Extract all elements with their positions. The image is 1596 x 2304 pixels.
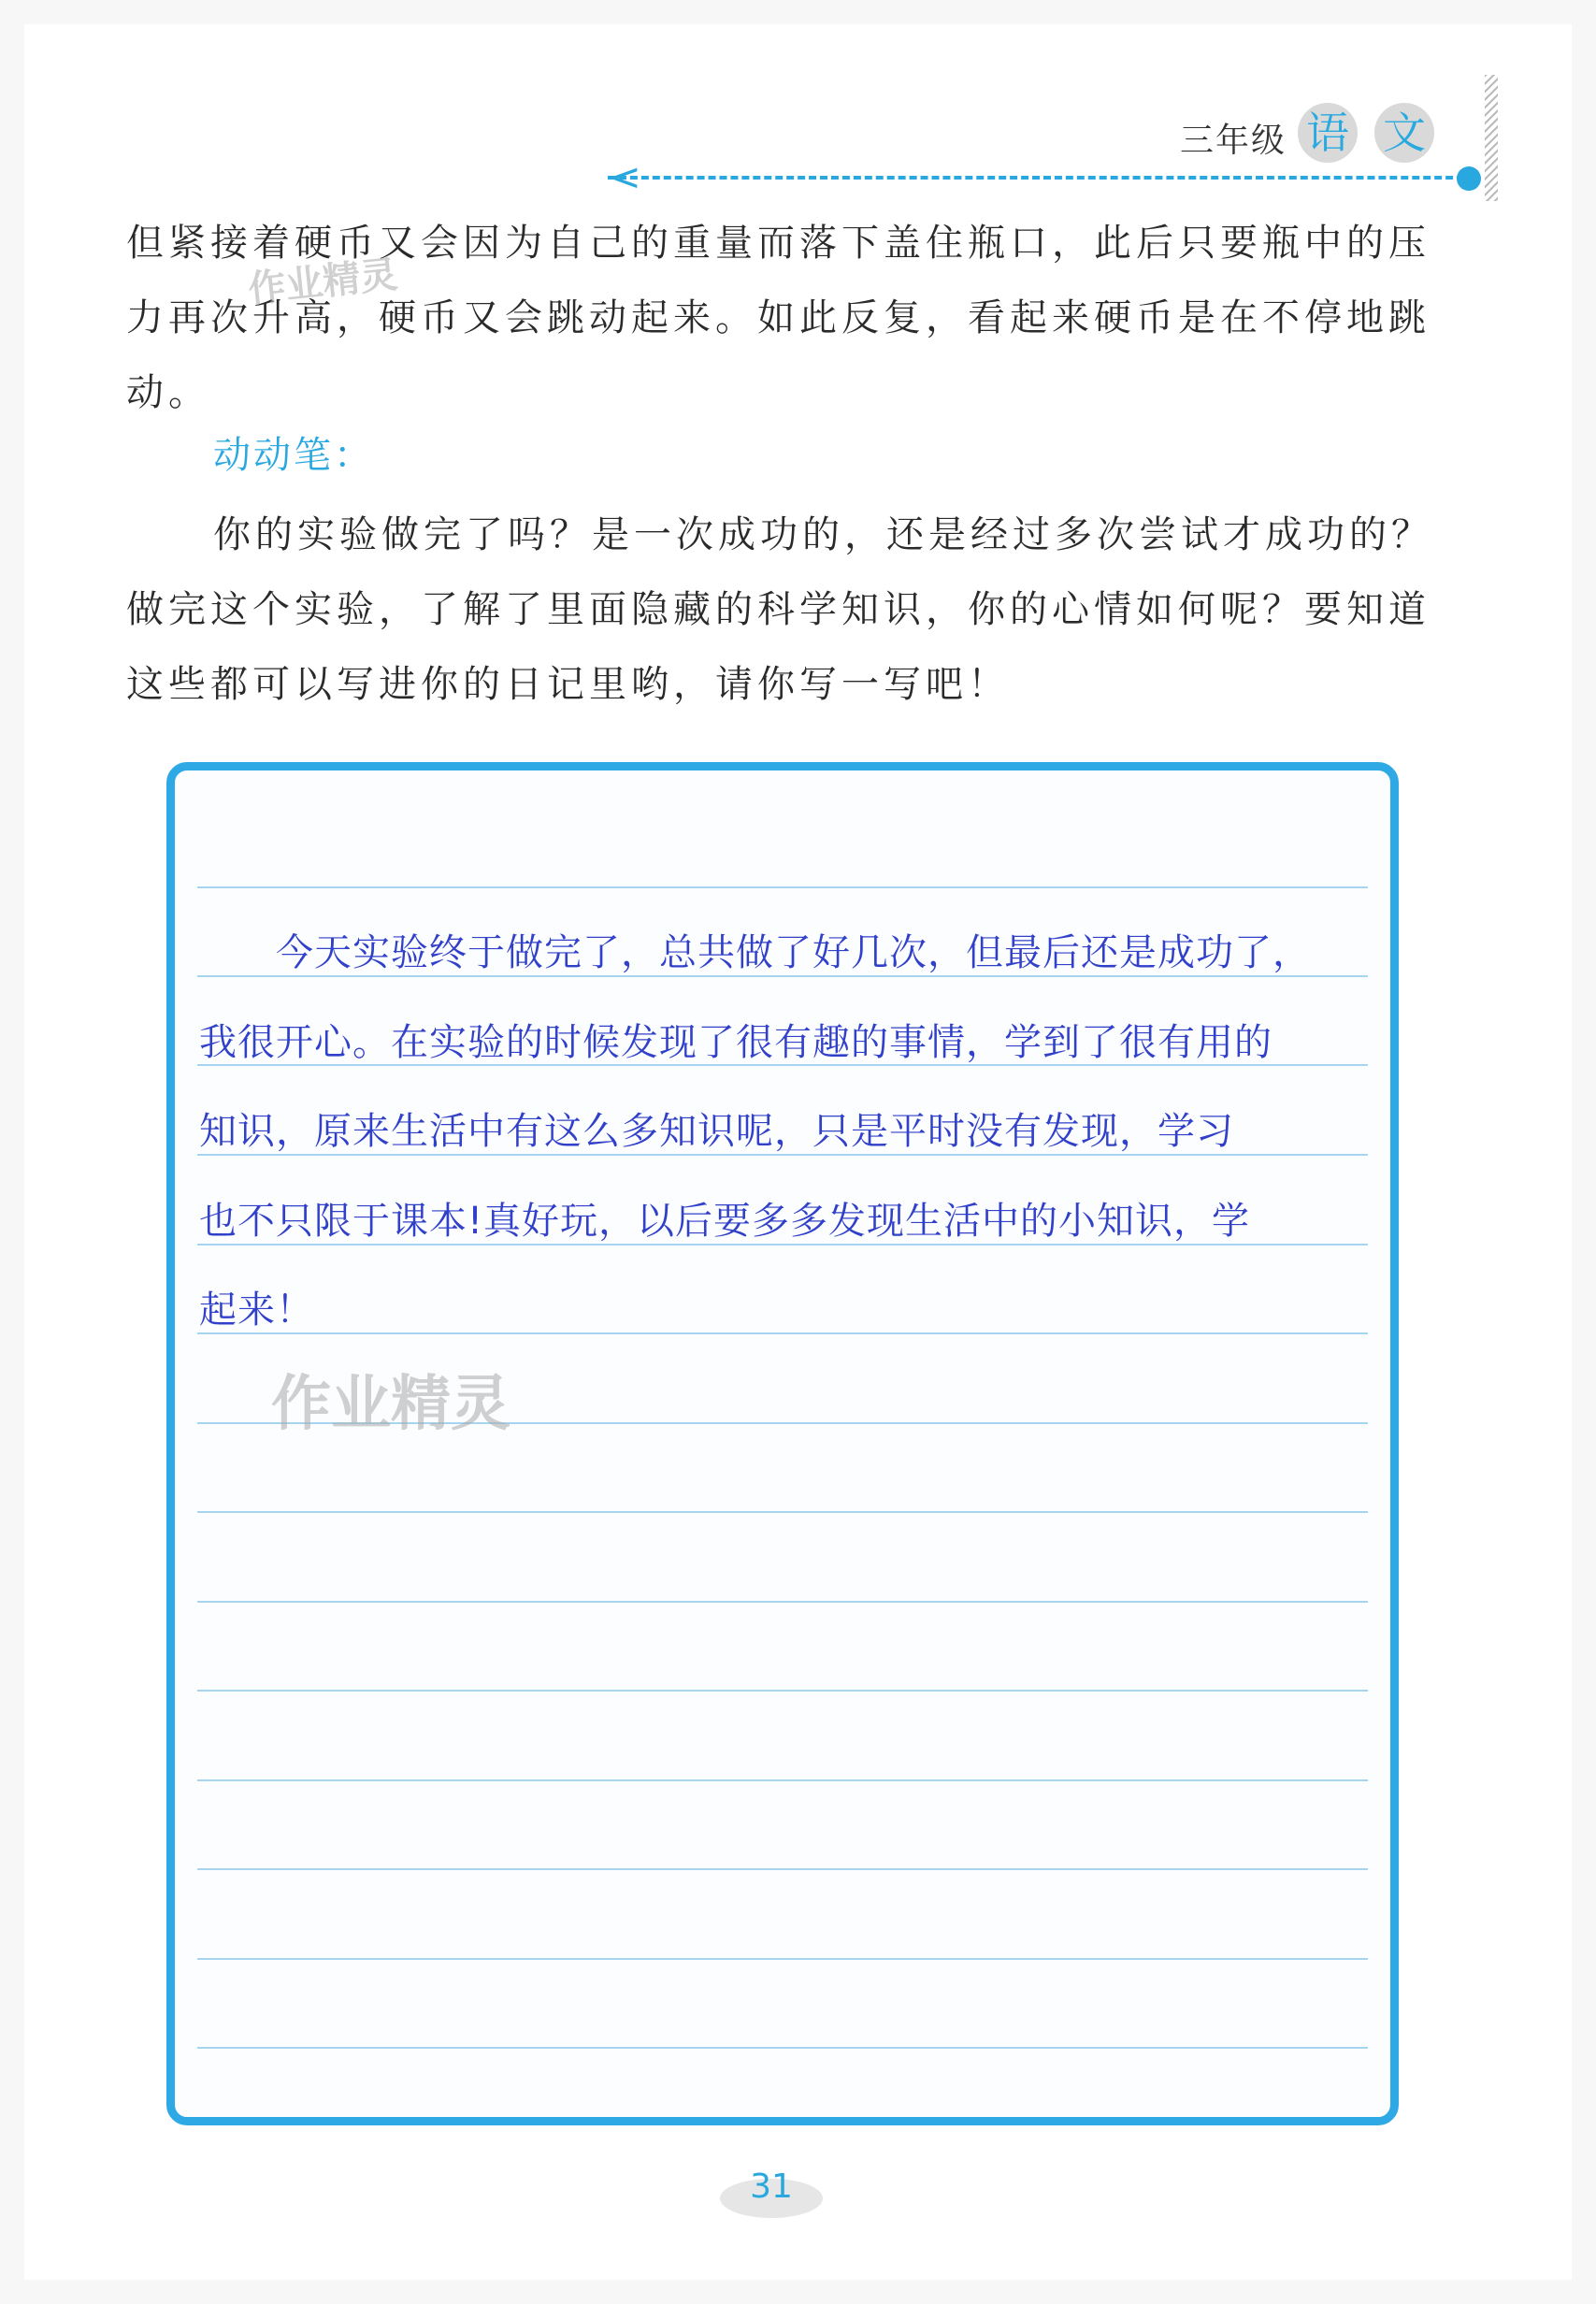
ruled-line (197, 2047, 1368, 2049)
subject-char-1: 语 (1298, 103, 1358, 163)
ruled-line (197, 1958, 1368, 1960)
page-edge-hatch (1485, 75, 1498, 201)
section-label: 动动笔： (213, 434, 374, 477)
writing-box (166, 762, 1399, 2125)
answer-line: 起来！ (199, 1289, 314, 1332)
watermark-box: 作业精灵 (271, 1370, 510, 1439)
ruled-line (197, 1868, 1368, 1870)
handwritten-answer (199, 909, 1387, 1356)
answer-line: 今天实验终于做完了，总共做了好几次，但最后还是成功了， (199, 931, 1311, 974)
grade-label: 三年级 (1180, 122, 1287, 160)
arrow-left-icon: < (610, 156, 641, 199)
ruled-line (197, 1779, 1368, 1781)
page-number: 31 (750, 2167, 793, 2206)
ruled-line (197, 1511, 1368, 1513)
ruled-line (197, 1690, 1368, 1692)
paragraph-2: 你的实验做完了吗？是一次成功的，还是经过多次尝试才成功的？做完这个实验，了解了里面隐藏的科学知识，你的心情如何呢？要知道这些都可以写进你的日记里哟，请你写一写吧！ (126, 513, 1433, 706)
ruled-line (197, 1601, 1368, 1603)
header-dashed-line (608, 176, 1475, 180)
header-dot (1457, 166, 1481, 191)
ruled-line (197, 886, 1368, 888)
watermark-top: 作业精灵 (246, 252, 400, 312)
answer-line: 也不只限于课本!真好玩，以后要多多发现生活中的小知识，学 (199, 1199, 1251, 1243)
answer-line: 我很开心。在实验的时候发现了很有趣的事情，学到了很有用的 (199, 1020, 1272, 1064)
answer-line: 知识，原来生活中有这么多知识呢，只是平时没有发现，学习 (199, 1110, 1234, 1153)
paragraph-1: 但紧接着硬币又会因为自己的重量而落下盖住瓶口，此后只要瓶中的压力再次升高，硬币又会跳动起来。如此反复，看起来硬币是在不停地跳动。 (126, 222, 1431, 414)
subject-char-2: 文 (1374, 103, 1434, 163)
